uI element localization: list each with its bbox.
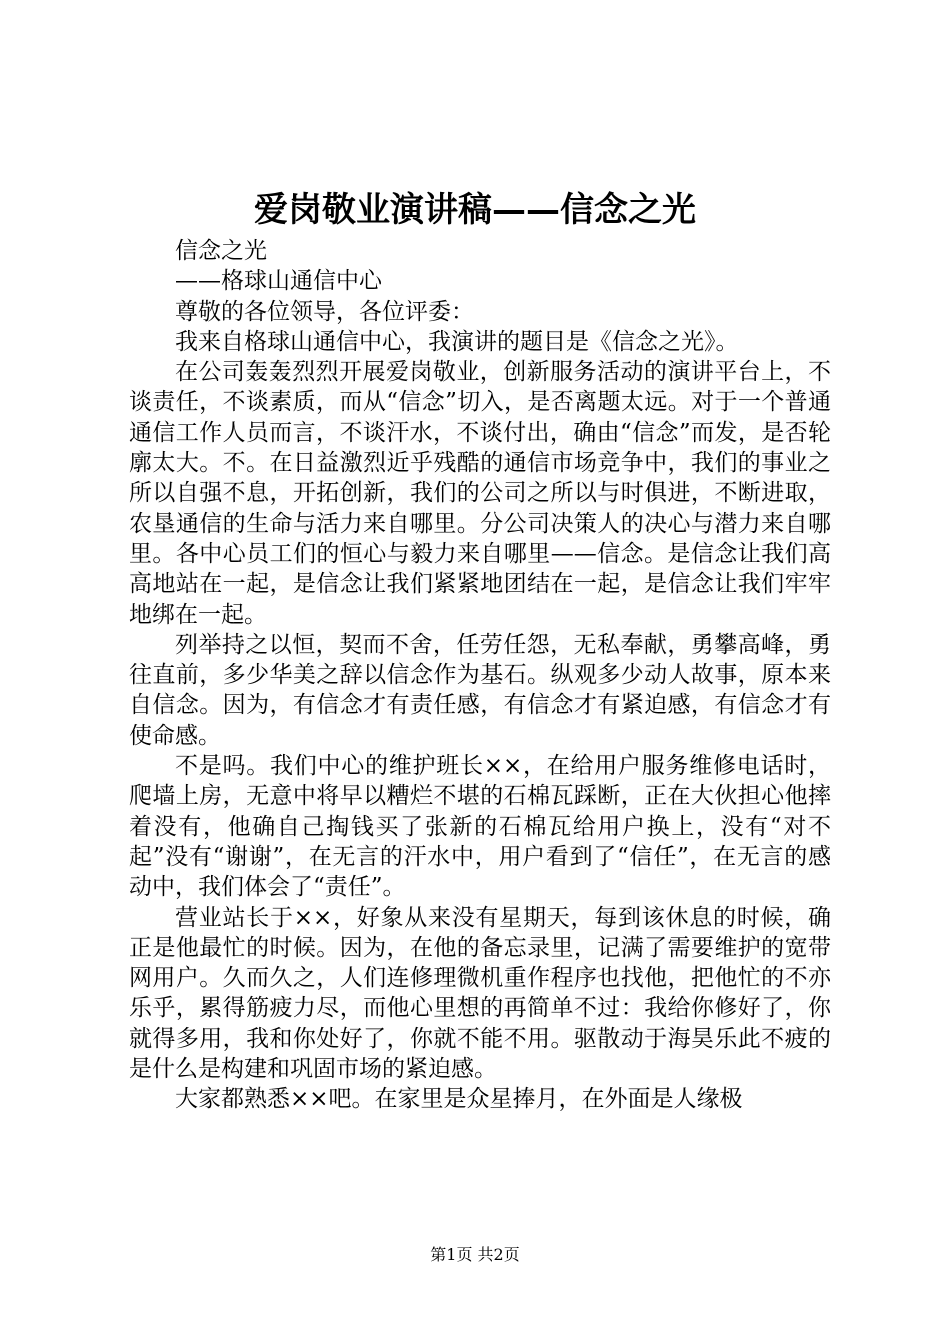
paragraph: 我来自格球山通信中心，我演讲的题目是《信念之光》。 xyxy=(175,328,739,355)
paragraph: ——格球山通信中心 xyxy=(175,268,382,295)
paragraph: 列举持之以恒，契而不舍，任劳任怨，无私奉献，勇攀高峰，勇往直前，多少华美之辞以信念作为基石。纵观多少动人故事，原本来自信念。因为，有信念才有责任感，有信念才有紧迫感，有信念才有使命感。 xyxy=(129,631,831,749)
paragraph: 大家都熟悉××吧。在家里是众星捧月，在外面是人缘极 xyxy=(175,1086,743,1113)
document-body xyxy=(129,236,831,1115)
paragraph: 尊敬的各位领导，各位评委： xyxy=(175,298,474,325)
page-footer: 第1页 共2页 xyxy=(430,1245,520,1264)
paragraph: 信念之光 xyxy=(175,238,267,264)
paragraph: 在公司轰轰烈烈开展爱岗敬业，创新服务活动的演讲平台上，不谈责任，不谈素质，而从“信念”切入，是否离题太远。对于一个普通通信工作人员而言，不谈汗水，不谈付出，确由“信念”而发，是否轮廓太大。不。在日益激烈近乎残酷的通信市场竞争中，我们的事业之所以自强不息，开拓创新，我们的公司之所以与时俱进，不断进取，农垦通信的生命与活力来自哪里。分公司决策人的决心与潜力来自哪里。各中心员工们的恒心与毅力来自哪里——信念。是信念让我们高高地站在一起，是信念让我们紧紧地团结在一起，是信念让我们牢牢地绑在一起。 xyxy=(129,359,831,628)
paragraph: 营业站长于××，好象从来没有星期天，每到该休息的时候，确正是他最忙的时候。因为，在他的备忘录里，记满了需要维护的宽带网用户。久而久之，人们连修理微机重作程序也找他，把他忙的不亦乐乎，累得筋疲力尽，而他心里想的再简单不过：我给你修好了，你就得多用，我和你处好了，你就不能不用。驱散动于海昊乐此不疲的是什么是构建和巩固市场的紧迫感。 xyxy=(129,904,831,1083)
paragraph: 不是吗。我们中心的维护班长××，在给用户服务维修电话时，爬墙上房，无意中将早以糟烂不堪的石棉瓦踩断，正在大伙担心他摔着没有，他确自己掏钱买了张新的石棉瓦给用户换上，没有“对不起”没有“谢谢”，在无言的汗水中，用户看到了“信任”，在无言的感动中，我们体会了“责任”。 xyxy=(129,753,831,901)
document-title: 爱岗敬业演讲稿——信念之光 xyxy=(254,190,696,230)
